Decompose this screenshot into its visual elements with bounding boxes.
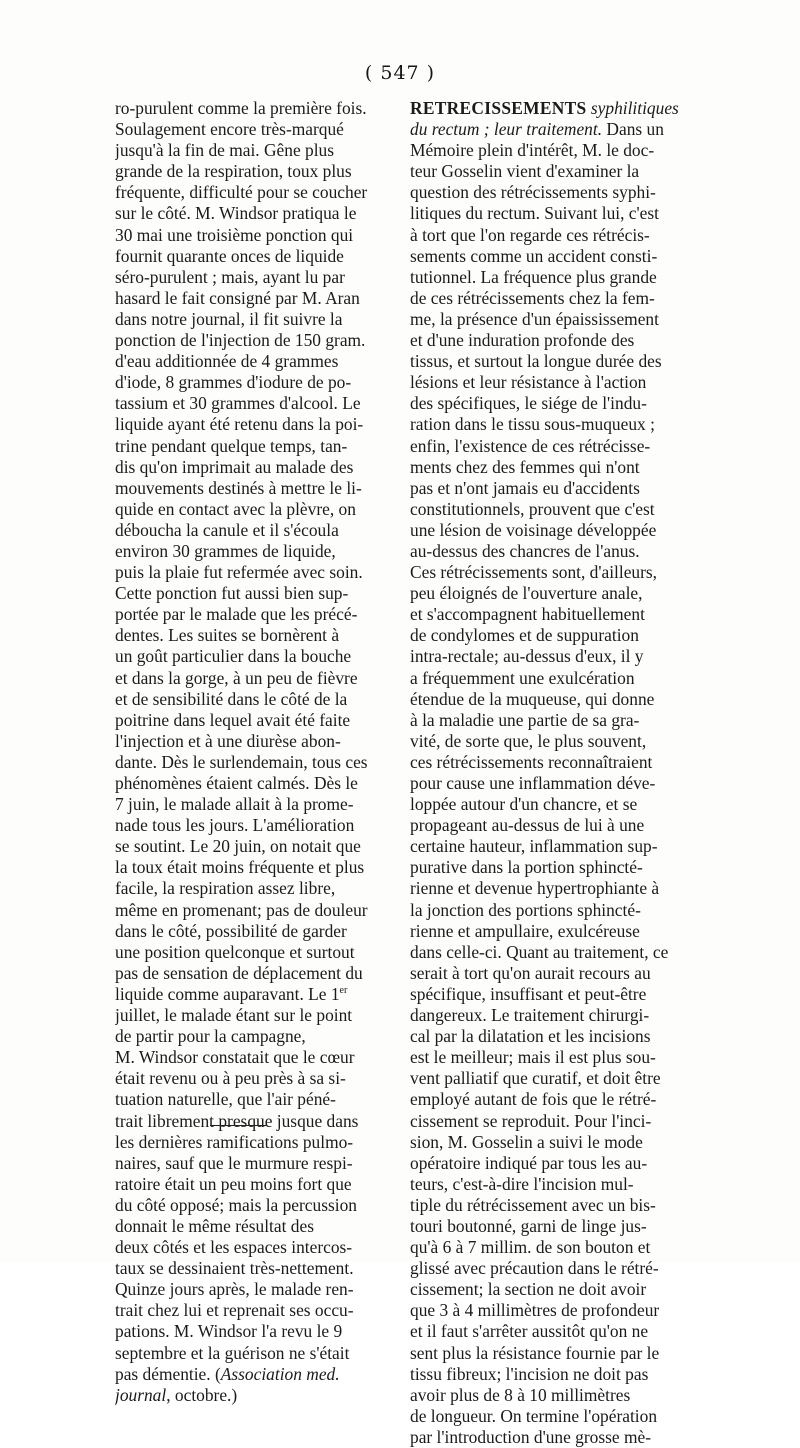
- text-line: la jonction des portions sphincté-: [410, 899, 641, 920]
- text-line: [410, 119, 690, 140]
- text-line: a fréquemment une exulcération: [410, 667, 635, 688]
- text-line: septembre et la guérison ne s'était: [115, 1342, 350, 1363]
- superscript: er: [339, 985, 348, 997]
- text-line: la toux était moins fréquente et plus: [115, 857, 365, 878]
- text-line: est le meilleur; mais il est plus sou-: [410, 1047, 656, 1068]
- text-line: Soulagement encore très-marqué: [115, 119, 344, 140]
- text-line: et s'accompagnent habituellement: [410, 604, 645, 625]
- text-line: qu'à 6 à 7 millim. de son bouton et: [410, 1237, 651, 1258]
- page-number: ( 547 ): [364, 62, 436, 84]
- text-line: tuation naturelle, que l'air péné-: [115, 1089, 336, 1110]
- text-line: liquide ayant été retenu dans la poi-: [115, 414, 364, 435]
- text-line: l'injection et à une diurèse abon-: [115, 730, 341, 751]
- text-line: taux se dessinaient très-nettement.: [115, 1258, 354, 1279]
- text-line: fréquente, difficulté pour se coucher: [115, 182, 368, 203]
- text-line: peu éloignés de l'ouverture anale,: [410, 583, 643, 604]
- text-segment: , octobre.): [166, 1384, 238, 1405]
- text-line: une position quelconque et surtout: [115, 941, 355, 962]
- text-line: Ces rétrécissements sont, d'ailleurs,: [410, 562, 658, 583]
- text-line: vent palliatif que curatif, et doit être: [410, 1068, 661, 1089]
- text-line: à tort que l'on regarde ces rétrécis-: [410, 224, 650, 245]
- article-heading: [410, 98, 690, 119]
- text-line: d'eau additionnée de 4 grammes: [115, 351, 339, 372]
- text-line: intra-rectale; au-dessus d'eux, il y: [410, 646, 644, 667]
- text-segment: pas démentie. (: [115, 1363, 221, 1384]
- text-line: était revenu ou à peu près à sa si-: [115, 1068, 346, 1089]
- source-citation-journal: journal: [115, 1384, 167, 1405]
- text-line: tiple du rétrécissement avec un bis-: [410, 1194, 656, 1215]
- text-line: tassium et 30 grammes d'alcool. Le: [115, 393, 361, 414]
- text-line: même en promenant; pas de douleur: [115, 899, 368, 920]
- heading-italic: syphilitiques: [590, 98, 679, 118]
- text-line: rienne et devenue hypertrophiante à: [410, 878, 660, 899]
- text-line: trine pendant quelque temps, tan-: [115, 435, 348, 456]
- text-line: question des rétrécissements syphi-: [410, 182, 656, 203]
- text-line: Cette ponction fut aussi bien sup-: [115, 583, 349, 604]
- text-line: environ 30 grammes de liquide,: [115, 540, 336, 561]
- text-line: teur Gosselin vient d'examiner la: [410, 161, 640, 182]
- text-line: dans le côté, possibilité de garder: [115, 920, 347, 941]
- text-line: portée par le malade que les précé-: [115, 604, 358, 625]
- text-line: serait à tort qu'on aurait recours au: [410, 962, 651, 983]
- text-line: étendue de la muqueuse, qui donne: [410, 688, 655, 709]
- text-line: pations. M. Windsor l'a revu le 9: [115, 1321, 343, 1342]
- text-line: puis la plaie fut refermée avec soin.: [115, 562, 363, 583]
- text-line: glissé avec précaution dans le rétré-: [410, 1258, 659, 1279]
- text-line: [115, 1364, 391, 1385]
- text-line: mouvements destinés à mettre le li-: [115, 477, 362, 498]
- text-line: des spécifiques, le siége de l'indu-: [410, 393, 647, 414]
- text-line: tutionnel. La fréquence plus grande: [410, 266, 657, 287]
- text-line: propageant au-dessus de lui à une: [410, 815, 645, 836]
- text-line: ro-purulent comme la première fois.: [115, 98, 367, 118]
- text-line: ments chez des femmes qui n'ont: [410, 456, 640, 477]
- text-line: de ces rétrécissements chez la fem-: [410, 287, 655, 308]
- text-line: [115, 984, 391, 1005]
- text-line: grande de la respiration, toux plus: [115, 161, 352, 182]
- text-line: jusqu'à la fin de mai. Gêne plus: [115, 140, 335, 161]
- text-line: fournit quarante onces de liquide: [115, 245, 344, 266]
- text-line: par l'introduction d'une grosse mè-: [410, 1426, 651, 1447]
- text-line: séro-purulent ; mais, ayant lu par: [115, 266, 345, 287]
- text-line: constitutionnels, prouvent que c'est: [410, 498, 655, 519]
- text-line: donnait le même résultat des: [115, 1215, 314, 1236]
- text-line: pas et n'ont jamais eu d'accidents: [410, 477, 640, 498]
- text-line: spécifique, insuffisant et peut-être: [410, 983, 647, 1004]
- text-line: vité, de sorte que, le plus souvent,: [410, 730, 647, 751]
- text-line: du côté opposé; mais la percussion: [115, 1194, 357, 1215]
- text-line: poitrine dans lequel avait été faite: [115, 709, 351, 730]
- text-line: dans celle-ci. Quant au traitement, ce: [410, 941, 669, 962]
- text-line: ration dans le tissu sous-muqueux ;: [410, 414, 655, 435]
- text-line: de condylomes et de suppuration: [410, 625, 639, 646]
- text-line: hasard le fait consigné par M. Aran: [115, 287, 360, 308]
- text-line: dis qu'on imprimait au malade des: [115, 456, 354, 477]
- text-segment: liquide comme auparavant. Le 1: [115, 983, 340, 1004]
- text-line: trait chez lui et reprenait ses occu-: [115, 1300, 354, 1321]
- text-line: sent plus la résistance fournie par le: [410, 1342, 660, 1363]
- text-line: se soutint. Le 20 juin, on notait que: [115, 836, 361, 857]
- text-line: déboucha la canule et il s'écoula: [115, 519, 339, 540]
- text-line: ponction de l'injection de 150 gram.: [115, 330, 366, 351]
- text-line: pour cause une inflammation déve-: [410, 773, 656, 793]
- text-line: nade tous les jours. L'amélioration: [115, 815, 355, 836]
- text-line: lésions et leur résistance à l'action: [410, 372, 647, 393]
- right-column: [410, 98, 690, 1448]
- heading-caps: RETRECISSEMENTS: [410, 98, 587, 118]
- text-line: dans notre journal, il fit suivre la: [115, 308, 343, 329]
- text-line: et d'une induration profonde des: [410, 330, 635, 351]
- text-line: purative dans la portion sphincté-: [410, 857, 643, 878]
- text-line: les dernières ramifications pulmo-: [115, 1131, 354, 1152]
- text-line: sion, M. Gosselin a suivi le mode: [410, 1131, 643, 1152]
- text-line: d'iode, 8 grammes d'iodure de po-: [115, 372, 352, 393]
- text-line: certaine hauteur, inflammation sup-: [410, 836, 658, 857]
- text-line: deux côtés et les espaces intercos-: [115, 1237, 353, 1258]
- text-line: teurs, c'est-à-dire l'incision mul-: [410, 1173, 634, 1194]
- text-line: un goût particulier dans la bouche: [115, 646, 352, 667]
- text-line: [115, 1385, 391, 1406]
- heading-italic-2: du rectum ; leur traitement.: [410, 119, 603, 140]
- text-line: dentes. Les suites se bornèrent à: [115, 625, 340, 646]
- text-line: cissement; la section ne doit avoir: [410, 1279, 647, 1300]
- text-line: phénomènes étaient calmés. Dès le: [115, 773, 358, 793]
- text-line: 30 mai une troisième ponction qui: [115, 224, 354, 245]
- text-line: 7 juin, le malade allait à la prome-: [115, 794, 354, 815]
- text-line: me, la présence d'un épaississement: [410, 308, 659, 329]
- text-line: Quinze jours après, le malade ren-: [115, 1279, 354, 1300]
- text-line: une lésion de voisinage développée: [410, 519, 657, 540]
- text-line: cissement se reproduit. Pour l'inci-: [410, 1110, 652, 1131]
- text-line: M. Windsor constatait que le cœur: [115, 1047, 355, 1068]
- text-line: loppée autour d'un chancre, et se: [410, 794, 638, 815]
- text-line: opératoire indiqué par tous les au-: [410, 1152, 648, 1173]
- text-line: dangereux. Le traitement chirurgi-: [410, 1005, 650, 1026]
- text-line: rienne et ampullaire, exulcéreuse: [410, 920, 640, 941]
- text-line: juillet, le malade étant sur le point: [115, 1005, 353, 1026]
- text-line: que 3 à 4 millimètres de profondeur: [410, 1300, 660, 1321]
- section-divider: [210, 1125, 266, 1126]
- left-column: [115, 98, 391, 1406]
- text-line: et il faut s'arrêter aussitôt qu'on ne: [410, 1321, 649, 1342]
- text-line: employé autant de fois que le rétré-: [410, 1089, 657, 1110]
- text-line: ces rétrécissements reconnaîtraient: [410, 751, 653, 772]
- text-line: naires, sauf que le murmure respi-: [115, 1152, 353, 1173]
- text-line: avoir plus de 8 à 10 millimètres: [410, 1384, 631, 1405]
- text-line: à la maladie une partie de sa gra-: [410, 709, 640, 730]
- text-line: tissu fibreux; l'incision ne doit pas: [410, 1363, 649, 1384]
- text-line: ratoire était un peu moins fort que: [115, 1173, 352, 1194]
- text-line: litiques du rectum. Suivant lui, c'est: [410, 203, 659, 224]
- text-line: tissus, et surtout la longue durée des: [410, 351, 662, 372]
- text-line: trait librement presque jusque dans: [115, 1110, 359, 1131]
- text-line: pas de sensation de déplacement du: [115, 962, 363, 983]
- text-line: et dans la gorge, à un peu de fièvre: [115, 667, 358, 688]
- text-line: Mémoire plein d'intérêt, M. le doc-: [410, 140, 655, 161]
- text-line: de partir pour la campagne,: [115, 1026, 306, 1047]
- source-citation: Association med.: [220, 1363, 340, 1384]
- text-line: sements comme un accident consti-: [410, 245, 658, 266]
- text-line: cal par la dilatation et les incisions: [410, 1026, 651, 1047]
- text-line: de longueur. On termine l'opération: [410, 1405, 658, 1426]
- text-segment: Dans un: [602, 119, 664, 140]
- text-line: sur le côté. M. Windsor pratiqua le: [115, 203, 357, 224]
- text-line: facile, la respiration assez libre,: [115, 878, 336, 899]
- text-line: enfin, l'existence de ces rétrécisse-: [410, 435, 651, 456]
- text-line: au-dessus des chancres de l'anus.: [410, 540, 640, 561]
- text-line: quide en contact avec la plèvre, on: [115, 498, 356, 519]
- text-line: dante. Dès le surlendemain, tous ces: [115, 751, 368, 772]
- text-line: et de sensibilité dans le côté de la: [115, 688, 348, 709]
- text-line: touri boutonné, garni de linge jus-: [410, 1215, 647, 1236]
